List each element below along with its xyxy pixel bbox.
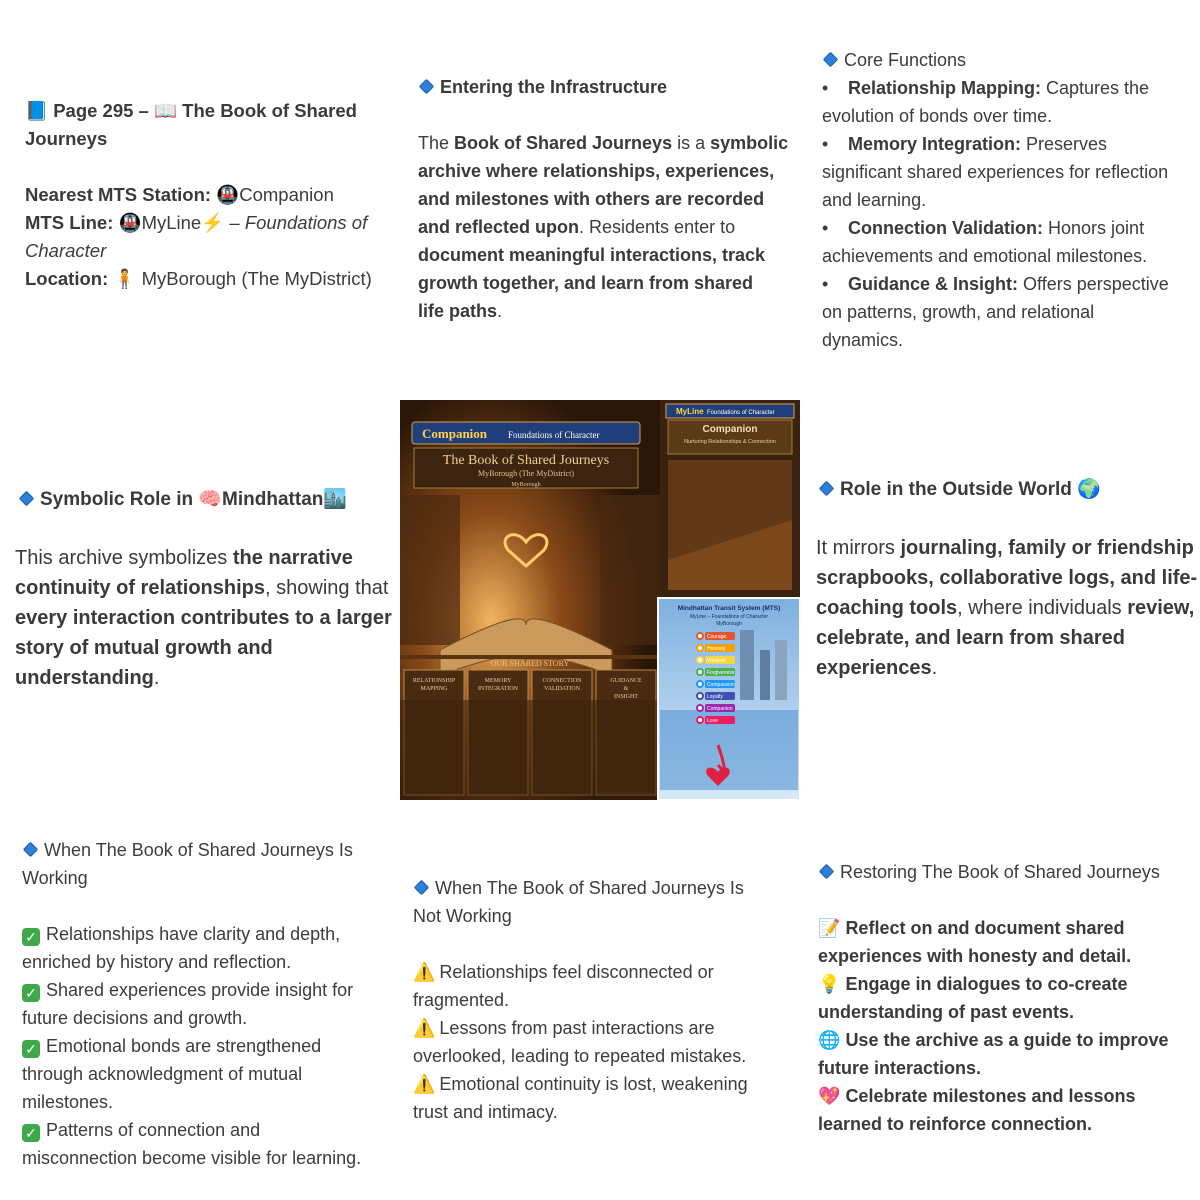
poster-sign-suffix: Foundations of Character: [508, 430, 600, 440]
working-panel: When The Book of Shared Journeys Is Working ✓ Relationships have clarity and depth, enriched by history and reflection. ✓ Shared experiences provide insight for future decisions and growth. ✓ Emotional bonds are strengthened through acknowledgment of mutual milestones. ✓ Patterns of connection and misconnection become visible for learning.: [22, 836, 397, 1172]
transit-stop-label: Forgiveness: [707, 670, 735, 676]
section-heading: Restoring The Book of Shared Journeys: [818, 858, 1198, 886]
poster-illustration: [400, 400, 800, 800]
location-row: Location: 🧍 MyBorough (The MyDistrict): [25, 268, 372, 289]
poster-sign: Companion: [422, 426, 488, 441]
transit-stop: [697, 657, 703, 663]
diamond-icon: [823, 52, 839, 68]
list-item: 🌐 Use the archive as a guide to improve: [818, 1030, 1169, 1050]
page-title: 📘 Page 295 – 📖 The Book of Shared: [25, 100, 357, 121]
list-item: 💡 Engage in dialogues to co-create: [818, 974, 1128, 994]
transit-stop: [697, 693, 703, 699]
list-item: • Memory Integration: Preserves: [822, 134, 1108, 154]
page-title-line2: Journeys: [25, 128, 108, 149]
poster-side-sub: Nurturing Relationships & Connection: [684, 439, 776, 445]
list-item: ⚠️ Lessons from past interactions are: [413, 1018, 715, 1038]
diamond-icon: [419, 79, 435, 95]
poster-map-title: Mindhattan Transit System (MTS): [677, 605, 781, 612]
sparkling-heart-icon: 💖: [818, 1086, 841, 1106]
memo-icon: 📝: [818, 918, 841, 938]
person-icon: 🧍: [113, 268, 137, 289]
transit-stop-label: Companion: [707, 706, 733, 712]
list-item: ✓ Patterns of connection and: [22, 1116, 397, 1144]
check-icon: ✓: [22, 1040, 40, 1058]
section-heading-line2: Not Working: [413, 906, 512, 926]
line-row: MTS Line: 🚇MyLine⚡ – Foundations of: [25, 212, 368, 233]
poster-title: The Book of Shared Journeys: [442, 453, 610, 468]
transit-stop: [697, 681, 703, 687]
section-heading: Core Functions: [822, 46, 1197, 74]
diamond-icon: [819, 864, 835, 880]
section-heading: Symbolic Role in 🧠Mindhattan🏙️: [18, 485, 398, 515]
not-working-panel: When The Book of Shared Journeys Is Not Working ⚠️ Relationships feel disconnected or fragmented. ⚠️ Lessons from past interactions are overlooked, leading to repeated mistakes. ⚠️ Emotional continuity is lost, weakening trust and intimacy.: [413, 874, 793, 1126]
symbolic-role-panel: Symbolic Role in 🧠Mindhattan🏙️ This archive symbolizes the narrative continuity of relationships, showing that every interaction contributes to a larger story of mutual growth and understanding.: [18, 485, 398, 693]
metro-icon: 🚇: [118, 212, 142, 233]
transit-stop: [697, 669, 703, 675]
metro-icon: 🚇: [216, 184, 240, 205]
transit-stop-label: Honesty: [707, 646, 726, 652]
transit-stop: [697, 717, 703, 723]
transit-stop: [697, 645, 703, 651]
warning-icon: ⚠️: [413, 962, 436, 982]
transit-stop-label: Compassion: [707, 682, 735, 688]
poster-map-sub2: MyBorough: [716, 621, 742, 627]
globe-icon: 🌐: [818, 1030, 841, 1050]
poster-tag: MyBorough: [511, 482, 541, 488]
transit-stop-label: Wisdom: [707, 658, 726, 664]
poster-story: OUR SHARED STORY: [490, 659, 570, 668]
section-heading-line2: Working: [22, 868, 88, 888]
poster-panel-label: &: [623, 686, 629, 692]
poster-image: [400, 400, 800, 800]
list-item: • Relationship Mapping: Captures the: [822, 78, 1150, 98]
poster-panel-label: MAPPING: [420, 686, 448, 692]
section-heading: Entering the Infrastructure: [418, 73, 793, 101]
poster-panel-label: CONNECTION: [542, 678, 582, 684]
list-item: 💖 Celebrate milestones and lessons: [818, 1086, 1136, 1106]
poster-panel-label: INTEGRATION: [478, 686, 518, 692]
entering-panel: Entering the Infrastructure The Book of Shared Journeys is a symbolic archive where relationships, experiences, and milestones with others are recorded and reflected upon. Residents enter to document meaningful interactions, track growth together, and learn from shared life paths.: [418, 73, 793, 325]
station-row: Nearest MTS Station: 🚇Companion: [25, 184, 334, 205]
check-icon: ✓: [22, 984, 40, 1002]
poster-panel-label: MEMORY: [484, 678, 512, 684]
poster-panel-label: RELATIONSHIP: [412, 678, 456, 684]
diamond-icon: [414, 880, 430, 896]
core-functions-panel: Core Functions • Relationship Mapping: Captures the evolution of bonds over time. • Memory Integration: Preserves significant shared experiences for reflection and learning. • Connection Validation: Honors joint achievements and emotional milestones. • Guidance & Insight: Offers perspective on patterns, growth, and relational dynamics.: [822, 46, 1197, 354]
check-icon: ✓: [22, 1124, 40, 1142]
transit-stop-label: Love: [707, 718, 718, 724]
section-heading: When The Book of Shared Journeys Is: [413, 874, 793, 902]
section-heading: When The Book of Shared Journeys Is: [22, 836, 397, 864]
list-item: • Connection Validation: Honors joint: [822, 218, 1145, 238]
poster-side-sign: MyLine: [676, 407, 704, 416]
transit-stop: [697, 705, 703, 711]
list-item: 📝 Reflect on and document shared: [818, 918, 1125, 938]
poster-side-title: Companion: [702, 424, 758, 435]
list-item: ✓ Emotional bonds are strengthened: [22, 1032, 397, 1060]
list-item: • Guidance & Insight: Offers perspective: [822, 274, 1169, 294]
line-suffix: Character: [25, 240, 107, 261]
transit-stop-label: Courage: [707, 634, 727, 640]
lightbulb-icon: 💡: [818, 974, 841, 994]
transit-stop: [697, 633, 703, 639]
transit-stop-label: Loyalty: [707, 694, 723, 700]
poster-side-sign-suffix: Foundations of Character: [707, 410, 775, 416]
list-item: ⚠️ Relationships feel disconnected or: [413, 962, 714, 982]
diamond-icon: [819, 481, 835, 497]
restoring-panel: Restoring The Book of Shared Journeys 📝 Reflect on and document shared experiences with honesty and detail. 💡 Engage in dialogues to co-create understanding of past events. 🌐 Use the archive as a guide to improve future interactions. 💖 Celebrate milestones and lessons learned to reinforce connection.: [818, 858, 1198, 1138]
poster-map-sub: MyLine – Foundations of Character: [689, 614, 769, 620]
poster-subtitle: MyBorough (The MyDistrict): [478, 469, 574, 478]
open-book-icon: 📖: [153, 100, 178, 121]
diamond-icon: [23, 842, 39, 858]
poster-panel-label: VALIDATION: [544, 686, 580, 692]
poster-panel-label: GUIDANCE: [610, 678, 642, 684]
section-heading: Role in the Outside World 🌍: [818, 475, 1198, 505]
warning-icon: ⚠️: [413, 1018, 436, 1038]
lightning-icon: ⚡: [201, 212, 225, 233]
outside-world-panel: Role in the Outside World 🌍 It mirrors journaling, family or friendship scrapbooks, collaborative logs, and life- coaching tools, where individuals review, celebrate, and learn from shared experiences.: [818, 475, 1198, 683]
list-item: ✓ Relationships have clarity and depth,: [22, 920, 397, 948]
diamond-icon: [19, 491, 35, 507]
warning-icon: ⚠️: [413, 1074, 436, 1094]
poster-panel-label: INSIGHT: [614, 694, 638, 700]
list-item: ⚠️ Emotional continuity is lost, weakening: [413, 1074, 748, 1094]
cityscape-icon: 🏙️: [323, 489, 348, 510]
page-header-panel: [25, 97, 395, 293]
globe-icon: 🌍: [1077, 479, 1101, 500]
brain-icon: 🧠: [198, 489, 223, 510]
list-item: ✓ Shared experiences provide insight for: [22, 976, 397, 1004]
blue-book-icon: 📘: [25, 100, 49, 121]
check-icon: ✓: [22, 928, 40, 946]
